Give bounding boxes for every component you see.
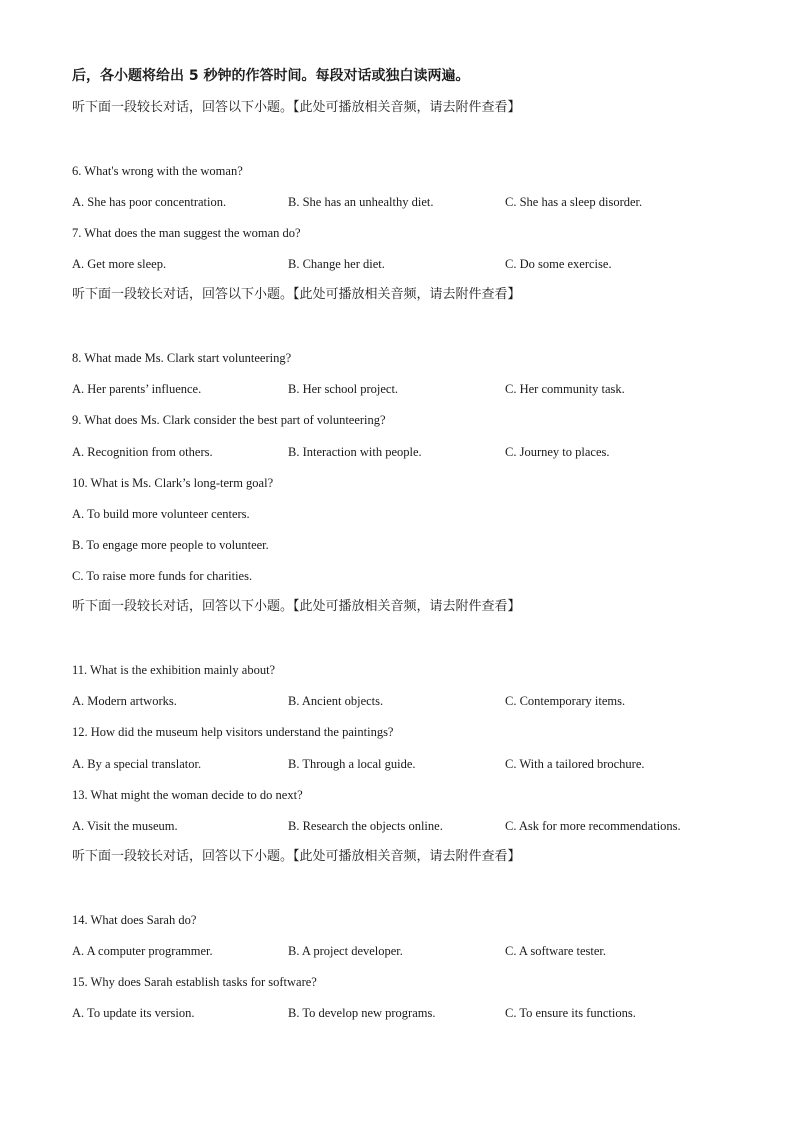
option-6-b: B. She has an unhealthy diet. — [288, 195, 434, 209]
question-15: 15. Why does Sarah establish tasks for software? — [72, 975, 317, 989]
question-6: 6. What's wrong with the woman? — [72, 164, 243, 178]
option-15-b: B. To develop new programs. — [288, 1006, 436, 1020]
option-15-a: A. To update its version. — [72, 1006, 195, 1020]
question-12: 12. How did the museum help visitors understand the paintings? — [72, 725, 394, 739]
question-10: 10. What is Ms. Clark’s long-term goal? — [72, 476, 274, 490]
option-8-b: B. Her school project. — [288, 382, 399, 396]
audio-prompt: 听下面一段较长对话，回答以下小题。【此处可播放相关音频，请去附件查看】 — [72, 287, 521, 302]
option-13-c: C. Ask for more recommendations. — [505, 819, 681, 833]
option-7-b: B. Change her diet. — [288, 257, 385, 271]
question-7: 7. What does the man suggest the woman do? — [72, 226, 301, 240]
question-9: 9. What does Ms. Clark consider the best part of volunteering? — [72, 413, 386, 427]
option-7-a: A. Get more sleep. — [72, 257, 167, 271]
option-14-b: B. A project developer. — [288, 944, 403, 958]
option-9-b: B. Interaction with people. — [288, 445, 422, 459]
option-13-a: A. Visit the museum. — [72, 819, 178, 833]
option-13-b: B. Research the objects online. — [288, 819, 443, 833]
option-12-c: C. With a tailored brochure. — [505, 757, 645, 771]
option-11-b: B. Ancient objects. — [288, 694, 384, 708]
option-11-c: C. Contemporary items. — [505, 694, 626, 708]
option-6-a: A. She has poor concentration. — [72, 195, 227, 209]
audio-prompt: 听下面一段较长对话，回答以下小题。【此处可播放相关音频，请去附件查看】 — [72, 100, 521, 115]
option-11-a: A. Modern artworks. — [72, 694, 177, 708]
option-7-c: C. Do some exercise. — [505, 257, 612, 271]
option-10-a: A. To build more volunteer centers. — [72, 507, 250, 521]
section-intro: 后，各小题将给出 5 秒钟的作答时间。每段对话或独白读两遍。 — [72, 68, 470, 84]
option-12-a: A. By a special translator. — [72, 757, 202, 771]
option-9-c: C. Journey to places. — [505, 445, 610, 459]
option-15-c: C. To ensure its functions. — [505, 1006, 636, 1020]
option-14-c: C. A software tester. — [505, 944, 607, 958]
option-14-a: A. A computer programmer. — [72, 944, 213, 958]
option-10-c: C. To raise more funds for charities. — [72, 569, 253, 583]
option-9-a: A. Recognition from others. — [72, 445, 213, 459]
option-8-a: A. Her parents’ influence. — [72, 382, 202, 396]
question-14: 14. What does Sarah do? — [72, 913, 197, 927]
question-13: 13. What might the woman decide to do next? — [72, 788, 303, 802]
audio-prompt: 听下面一段较长对话，回答以下小题。【此处可播放相关音频，请去附件查看】 — [72, 599, 521, 614]
option-10-b: B. To engage more people to volunteer. — [72, 538, 269, 552]
option-6-c: C. She has a sleep disorder. — [505, 195, 643, 209]
option-8-c: C. Her community task. — [505, 382, 625, 396]
question-8: 8. What made Ms. Clark start volunteering? — [72, 351, 292, 365]
audio-prompt: 听下面一段较长对话，回答以下小题。【此处可播放相关音频，请去附件查看】 — [72, 849, 521, 864]
option-12-b: B. Through a local guide. — [288, 757, 416, 771]
question-11: 11. What is the exhibition mainly about? — [72, 663, 276, 677]
